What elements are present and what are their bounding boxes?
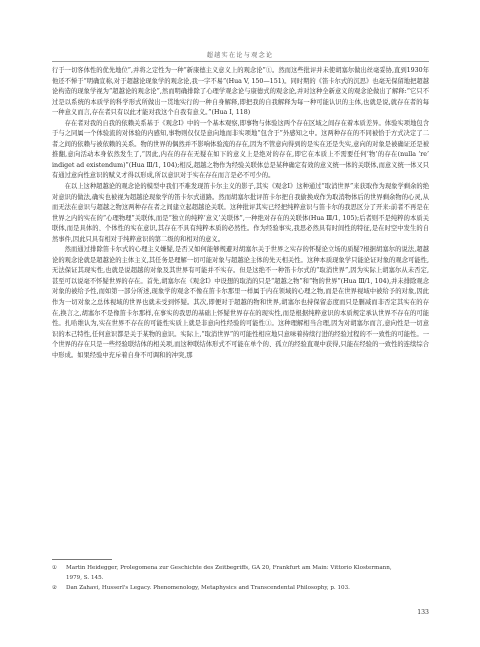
footnote-rule (52, 559, 112, 560)
running-head: 超越实在论与观念论 (206, 52, 274, 59)
footnote-marker: ② (52, 585, 58, 591)
paragraph-1: 行于一切客体性的优先地位”,并将之定性为一种“新康德主义意义上的观念论”①。然而这些批评并未使胡塞尔做出丝毫妥协,直到1930年他还不惮于“明确宣称,对于超越论现象学的观念论,我一字不易”(Hua V, 150—151)。同时期的《笛卡尔式的沉思》也毫无保留地把超越论构造的现象学视为“超越论的观念论”,然而明确排除了心理学观念论与康德式的观念论,并对这种全新意义的观念论做出了解释:“它只不过是以系统的本质学的科学形式所做出一贯地实行的一种自身解释,即把我的自我解释为每一种可能认识的主体,也就是说,就存在者的每一种意义而言,存在者只有以此才能对我这个自我有意义。”(Hua I, 118) (52, 67, 429, 117)
footnote-1 (52, 563, 429, 573)
paragraph-2: 存在者对我的自我的依赖关系基于《观念Ⅰ》中的一个基本观察,即事物与体验这两个存在区域之间存在着本质差异。体验实项地包含于与之同属一个体验流的对体验的内感知,事物则仅仅是意向地而非实项地“包含于”外感知之中。这两种存在的不同被恰于方式决定了二者之间的依赖与被依赖的关系。物的世界的偶然并不影响体验流的存在,因为不管意向得到的是实在还是失实,意向的对象是被确证还是被推翻,意向活动本身依然发生了,“因此,内在的存在无疑在如下的意义上是绝对的存在,即它在本质上不需要任何‘物’的存在(nulla ‘re’ indiget ad existendum)”(Hua Ⅲ/1, 104);相反,超越之物作为经验关联体总是某种确定有效的意义统一体的关联体,而意义统一体又只有通过意向性意识的赋义才得以形成,所以意识对于实在存在而言是必不可少的。 (52, 119, 429, 180)
header-rule (52, 61, 429, 62)
paragraph-3: 在以上这种超越论的观念论的模型中我们不难发现笛卡尔主义的影子,其实《观念Ⅰ》这种通过“取消世界”来获取作为现象学剩余的绝对意识的做法,确实也被视为超越论现象学的笛卡尔式道路。然而胡塞尔批评笛卡尔把自我偷换成作为取消物体后的世界剩余物的心灵,从而无法在意识与超越之物这两种存在者之间建立起超越论关联。这种批评其实已经把纯粹意识与笛卡尔的我思区分了开来:前者不再是在世界之内的实在的“心理物理”关联体,而是“独立的纯粹‘意义’关联体”,一种绝对存在的关联体(Hua Ⅲ/1, 105);后者则不是纯粹的本质关联体,而是具体的、个体性的实在意识,其存在不具有纯粹本质的必然性。作为经验事实,我思必然具有时间性的特征,是在时空中发生的自然事件,因此只具有相对于纯粹意识的第二级的和相对的意义。 (52, 183, 429, 243)
body-text (52, 66, 429, 361)
footnote-2 (52, 583, 429, 593)
footnote-marker: ① (52, 565, 58, 571)
footnotes (52, 563, 429, 593)
footnote-text: Dan Zahavi, Husserl's Legacy. Phenomenology, Metaphysics and Transcendental Philosophy, p. 103. (66, 585, 350, 591)
footnote-text: Martin Heidegger, Prolegomena zur Geschichte des Zeitbegriffs, GA 20, Frankfurt am Main: Vittorio Klostermann, (66, 565, 392, 571)
paragraph-4: 然而通过排除笛卡尔式的心理主义嫌疑,是否又如何能够规避对胡塞尔关于世界之实存的怀疑论立场的质疑?根据胡塞尔的说法,超越论的观念论就是超越论的主体主义,其任务是理解一切可能对象与超越论主体的先天相关性。这种本质现象学只能论证对象的观念可能性,无法保证其现实性,也就是说超越的对象及其世界有可能并不实存。但是这绝不一种笛卡尔式的“取消世界”,因为实际上胡塞尔从未否定,甚至可以说毫不怀疑世界的存在。首先,胡塞尔在《观念Ⅰ》中设想的取消的只是“超越之物”和“物的世界”(Hua Ⅲ/1, 104),并未排除观念对象的被给予性,而如第一部分所述,现象学的观念不像在笛卡尔那里一样属于内在领域的心理之物,而是在世界视域中被给予的对象,因此作为一切对象之总体视域的世界也就未受到怀疑。其次,即便对于超越的物和世界,胡塞尔也持保留态度而只是删减而非否定其实在的存在,换言之,胡塞尔不是像笛卡尔那样,在事实的我思的基础上怀疑世界存在的现实性,而是根据纯粹意识的本质规定承认世界不存在的可能性。扎哈维认为,实在世界不存在的可能性实质上就是非意向性经验的可能性①。这种理解相当合理,因为对胡塞尔而言,意向性是一切意识的本己特性,任何意识都是关于某物的意识。实际上,“取消世界”的可能性相应地只意味着持续行进的经验过程的不一致性的可能性。一个世界的存在只是一些经验联结体的相关项,而这种联结体形式不可能在单个的、孤立的经验直观中获得,只能在经验的一致性的连续综合中形成。如果经验中充斥着自身不可调和的冲突,那 (52, 246, 429, 359)
page-number: 133 (417, 609, 429, 616)
footnote-1-continued: 1979, S. 145. (66, 575, 104, 581)
